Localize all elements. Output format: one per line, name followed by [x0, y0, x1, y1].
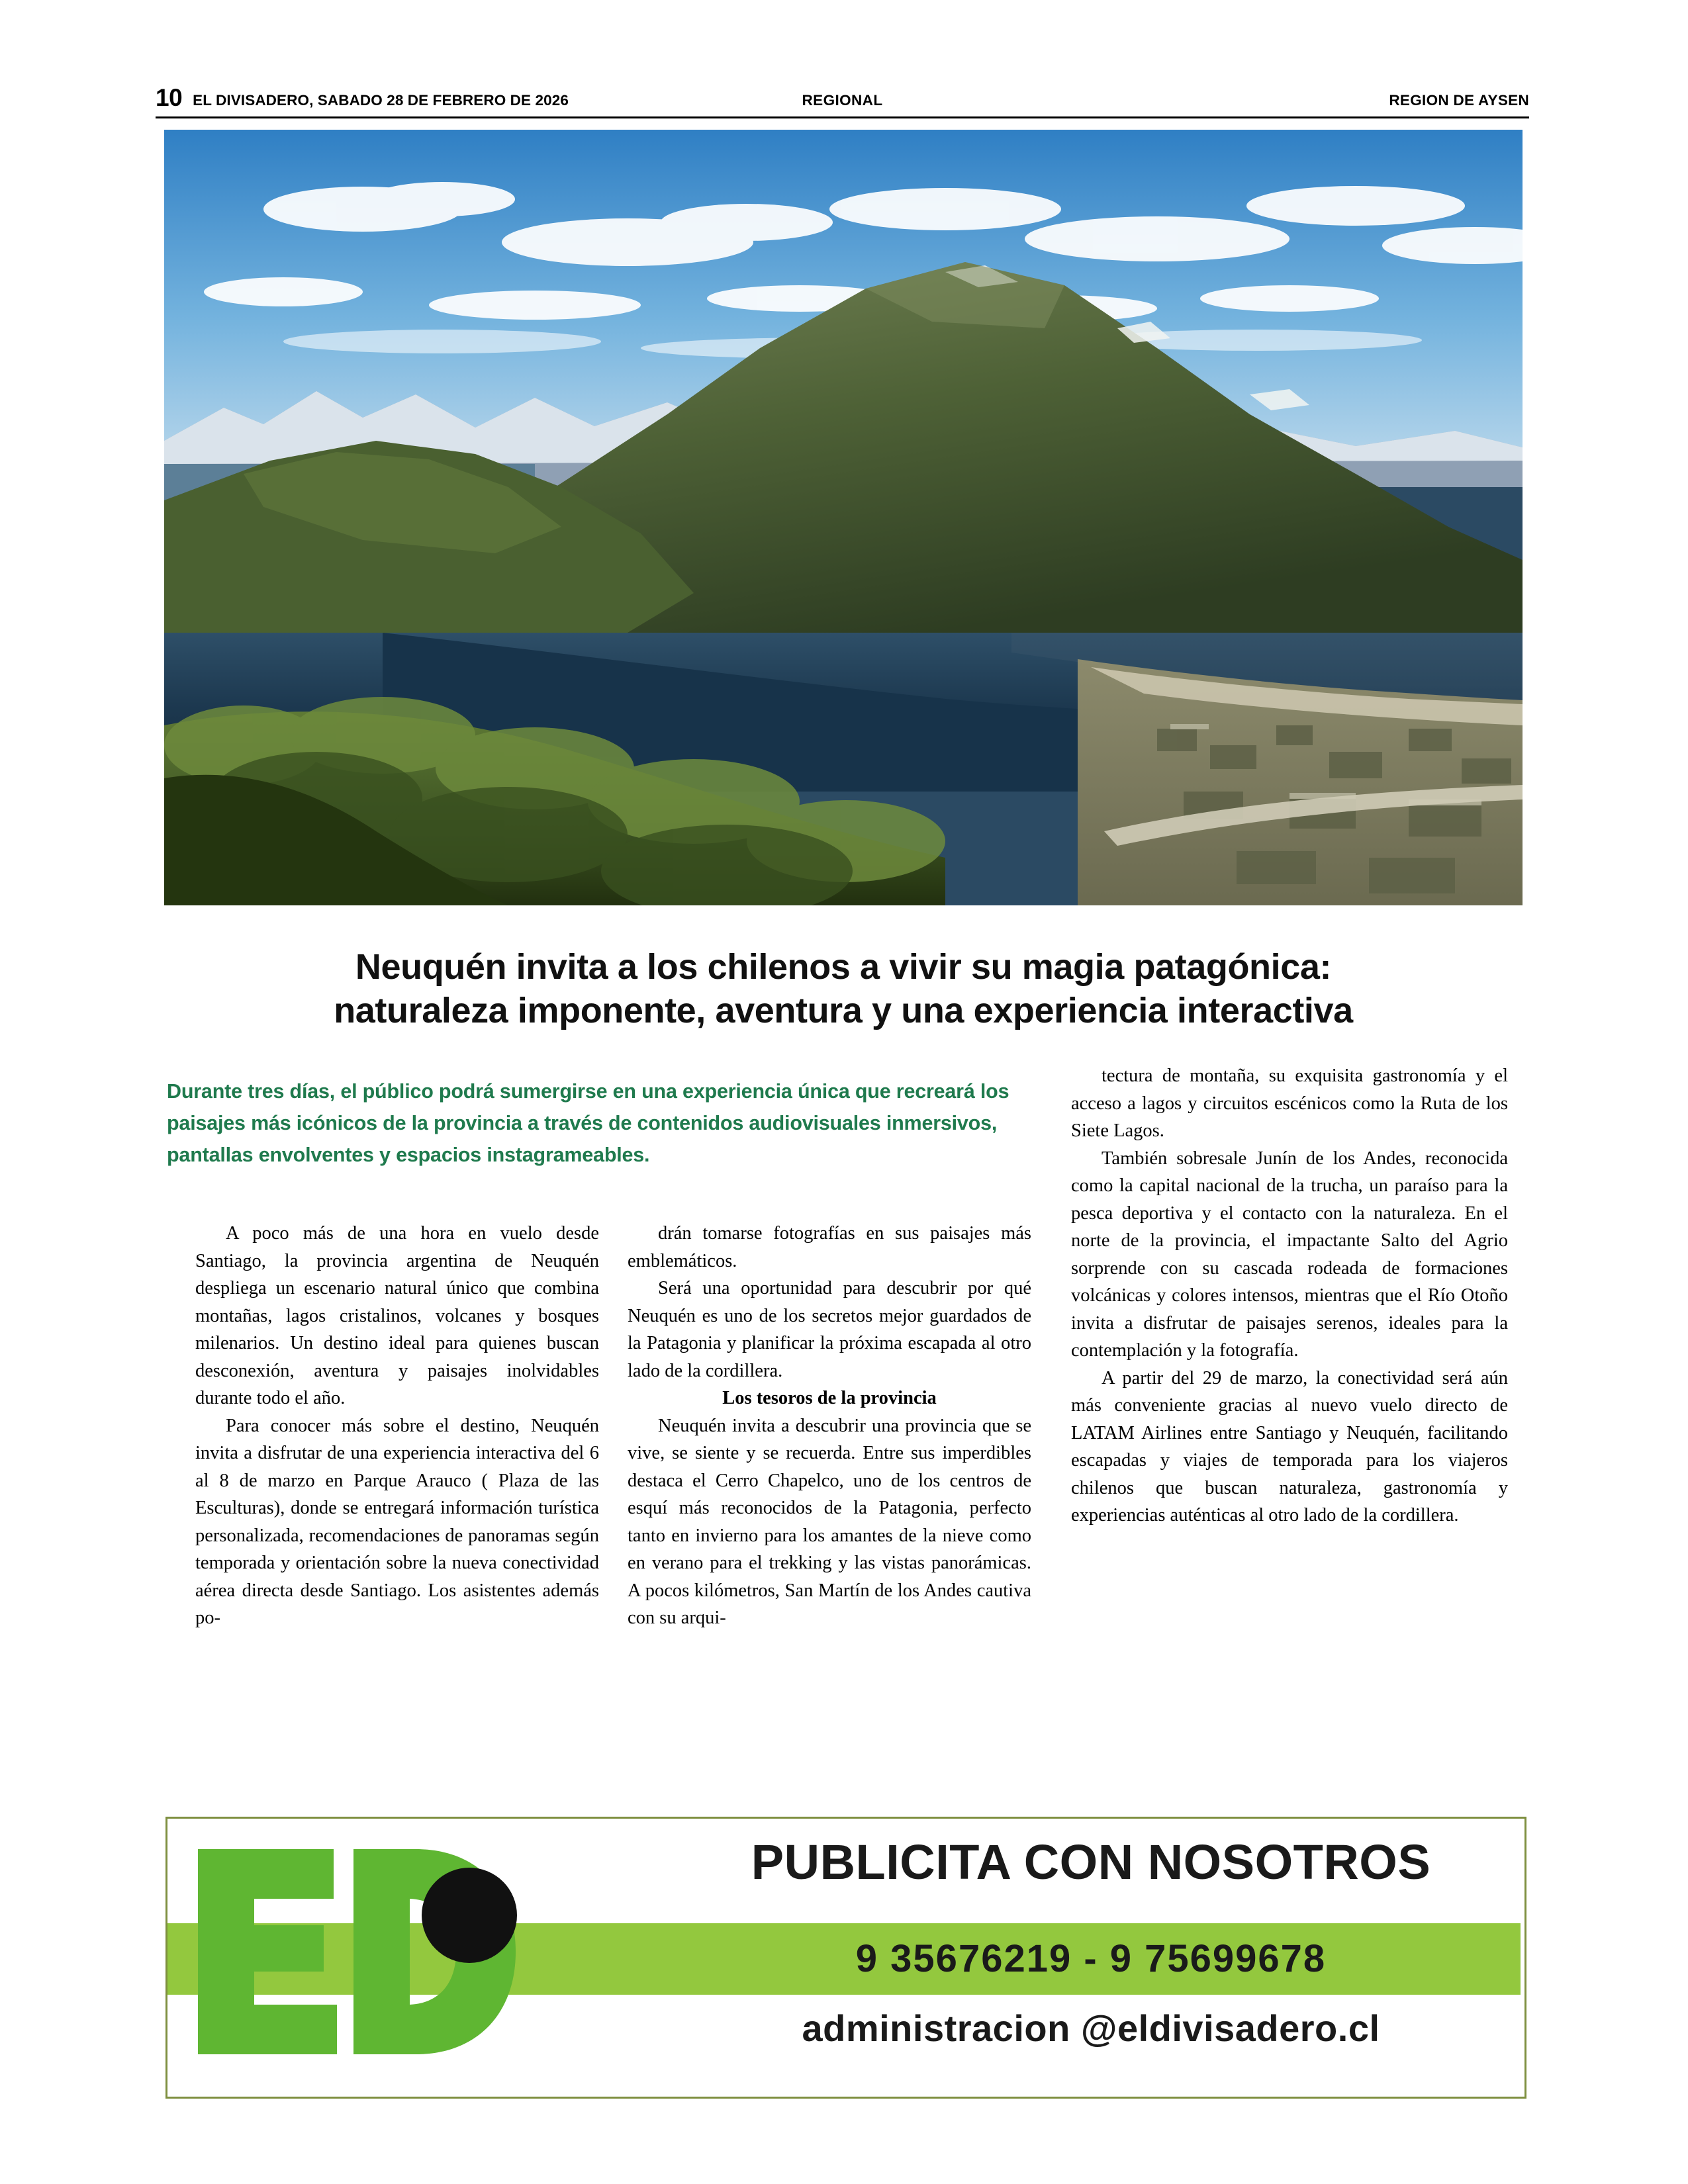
ed-logo [191, 1836, 536, 2068]
page-folio: 10 [156, 84, 183, 111]
article-column-3 [1071, 1062, 1508, 1529]
headline-line-2: naturaleza imponente, aventura y una experiencia interactiva [334, 991, 1353, 1031]
article-photo [164, 130, 1523, 905]
paragraph: drán tomarse fotografías en sus paisajes más emblemáticos. [628, 1223, 1031, 1271]
article-column-1 [195, 1220, 599, 1632]
ad-inner [167, 1819, 1524, 2097]
ad-headline: PUBLICITA CON NOSOTROS [751, 1835, 1431, 1889]
headline-line-1: Neuquén invita a los chilenos a vivir su magia patagónica: [355, 947, 1332, 987]
paragraph: A partir del 29 de marzo, la conectividad será aún más conveniente gracias al nuevo vuelo directo de LATAM Airlines entre Santiago y Neuquén, facilitando escapadas y viajes de temporada para los viajeros chilenos que buscan naturaleza, gastronomía y experiencias auténticas al otro lado de la cordillera. [1071, 1367, 1508, 1525]
paragraph: También sobresale Junín de los Andes, reconocida como la capital nacional de la trucha, un paraíso para la pesca deportiva y el contacto con la naturaleza. En el norte de la provincia, el impactante Salto del Agrio sorprende con su cascada rodeada de formaciones volcánicas y colores intensos, mientras que el Río Otoño invita a disfrutar de paisajes serenos, ideales para la contemplación y la fotografía. [1071, 1148, 1508, 1361]
ad-phone-numbers: 9 35676219 - 9 75699678 [855, 1937, 1327, 1980]
masthead-publication-date: EL DIVISADERO, SABADO 28 DE FEBRERO DE 2026 [193, 92, 569, 109]
article-column-2 [628, 1220, 1031, 1632]
ed-logo-mark [191, 1836, 536, 2068]
article-subheading: Los tesoros de la provincia [722, 1388, 937, 1408]
masthead-region: REGION DE AYSEN [1389, 92, 1529, 109]
paragraph: tectura de montaña, su exquisita gastronomía y el acceso a lagos y circuitos escénicos como la Ruta de los Siete Lagos. [1071, 1066, 1508, 1141]
article-headline [164, 945, 1523, 1032]
photo-illustration [164, 130, 1523, 905]
paragraph: A poco más de una hora en vuelo desde Santiago, la provincia argentina de Neuquén despliega un escenario natural único que combina montañas, lagos cristalinos, volcanes y bosques milenarios. Un destino ideal para quienes buscan desconexión, aventura y paisajes inolvidables durante todo el año. [195, 1223, 599, 1408]
paragraph: Será una oportunidad para descubrir por qué Neuquén es uno de los secretos mejor guardados de la Patagonia y planificar la próxima escapada al otro lado de la cordillera. [628, 1278, 1031, 1381]
masthead-rule [156, 116, 1529, 118]
ad-email: administracion @eldivisadero.cl [802, 2007, 1380, 2049]
masthead-section: REGIONAL [802, 92, 883, 109]
paragraph: Para conocer más sobre el destino, Neuquén invita a disfrutar de una experiencia interactiva del 6 al 8 de marzo en Parque Arauco ( Plaza de las Esculturas), donde se entregará información turística personalizada, recomendaciones de panoramas según temporada y orientación sobre la nueva conectividad aérea directa desde Santiago. Los asistentes además po- [195, 1415, 599, 1628]
page-masthead [156, 79, 1529, 110]
paragraph: Neuquén invita a descubrir una provincia que se vive, se siente y se recuerda. Entre sus imperdibles destaca el Cerro Chapelco, uno de los centros de esquí más reconocidos de la Patagonia, perfecto tanto en invierno para los amantes de la nieve como en verano para el trekking y las vistas panorámicas. A pocos kilómetros, San Martín de los Andes cautiva con su arqui- [628, 1415, 1031, 1628]
advertisement-banner[interactable] [165, 1817, 1526, 2099]
article-standfirst: Durante tres días, el público podrá sumergirse en una experiencia única que recreará los paisajes más icónicos de la provincia a través de contenidos audiovisuales inmersivos, pantallas envolventes y espacios instagrameables. [167, 1080, 1009, 1166]
